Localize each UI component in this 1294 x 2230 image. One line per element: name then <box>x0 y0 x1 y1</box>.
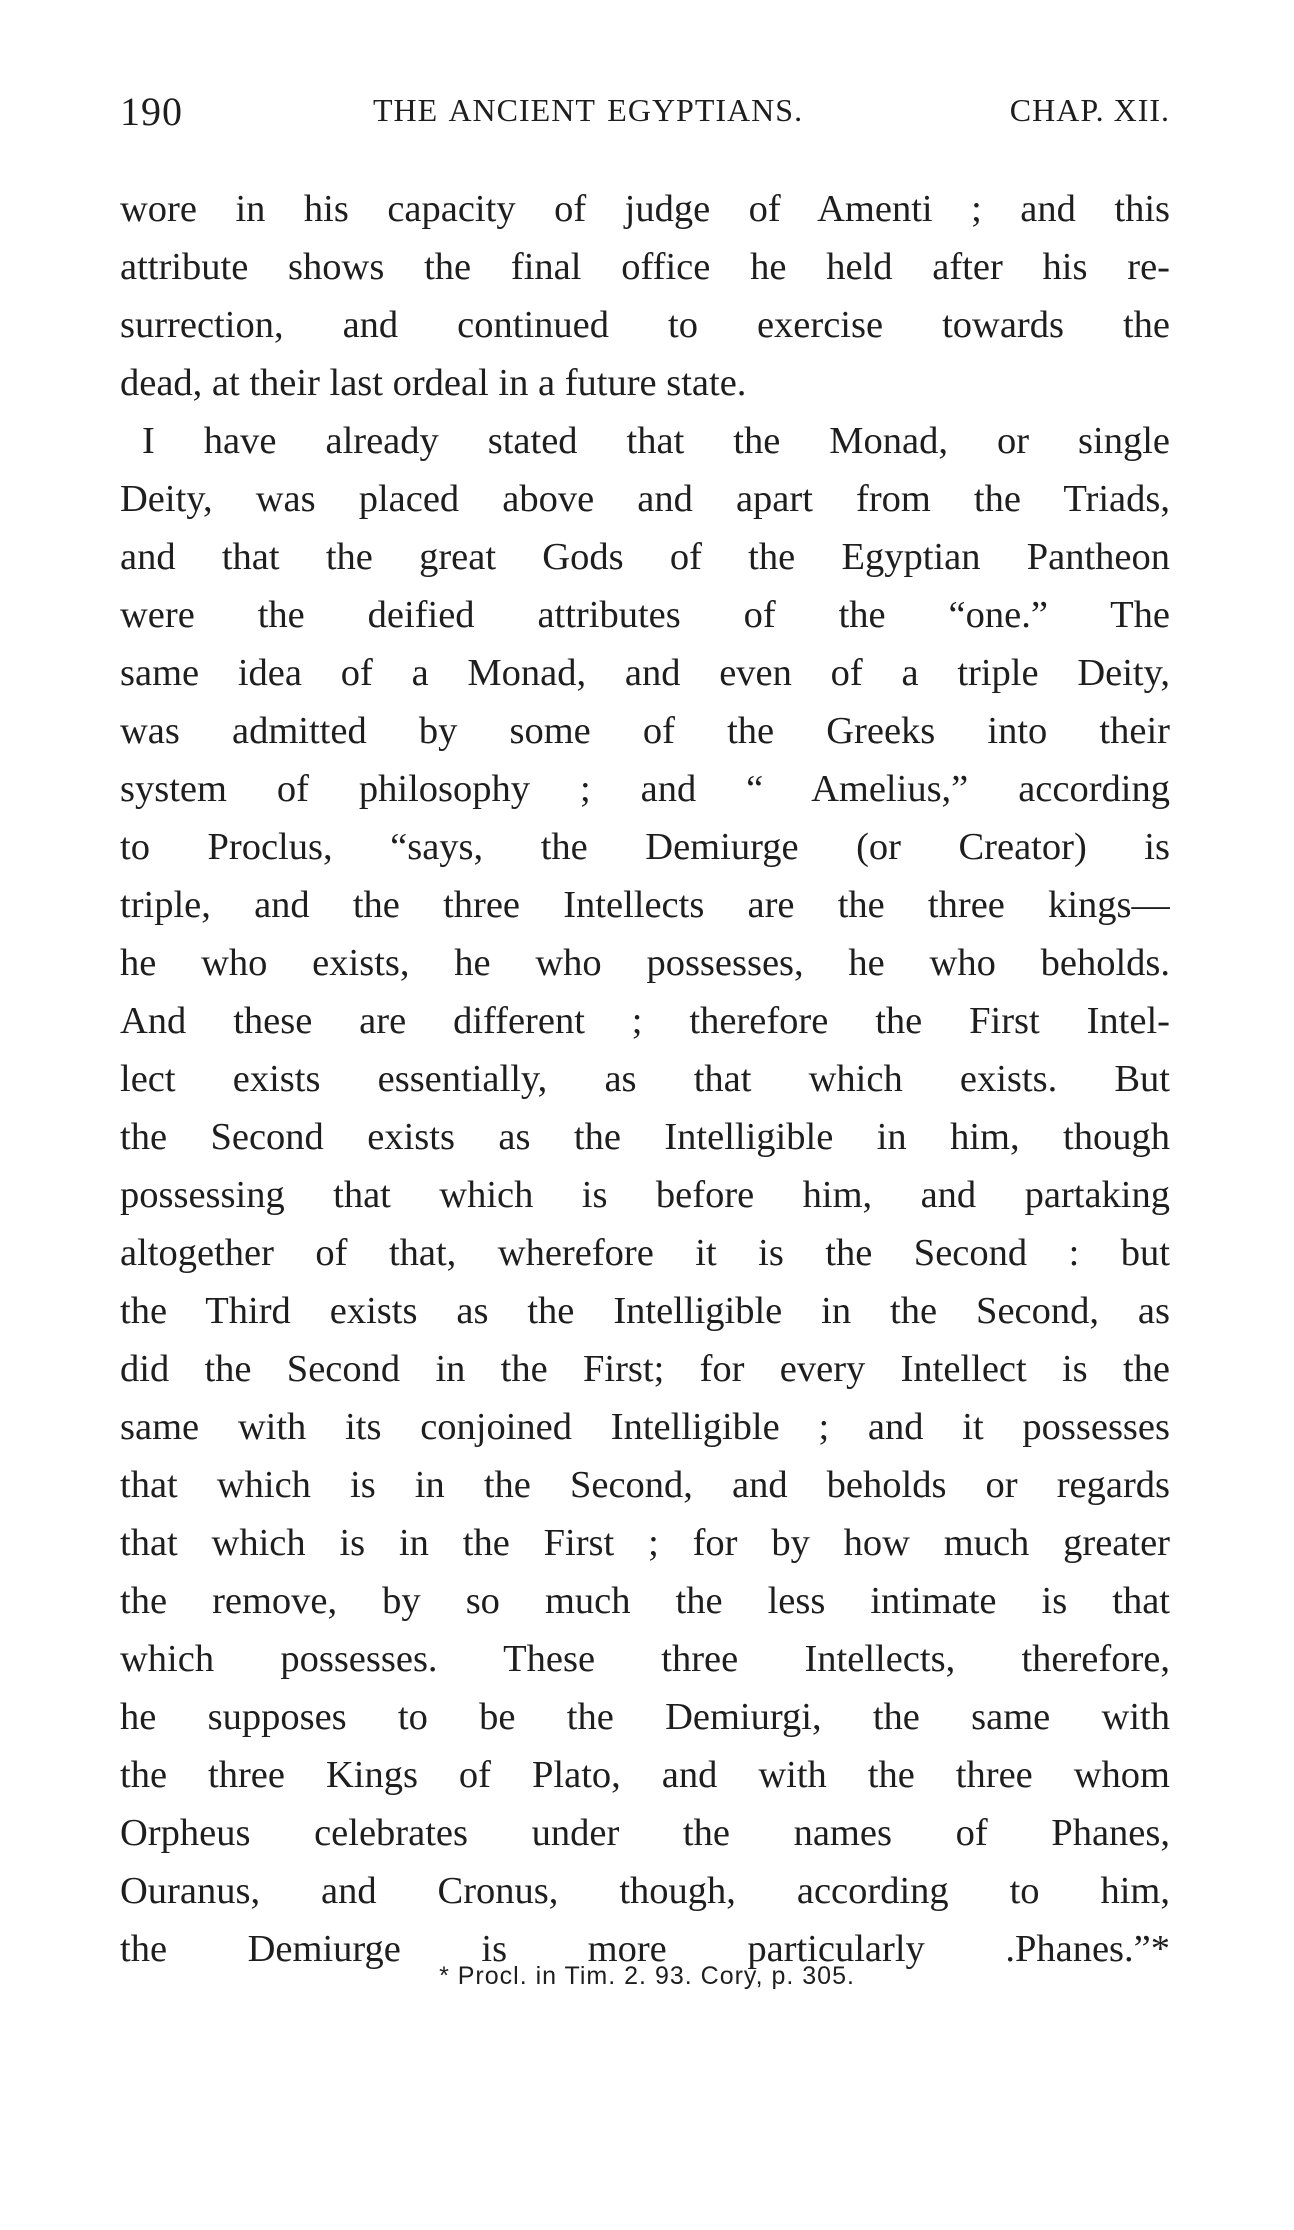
text-line: wore in his capacity of judge of Amenti ; and this <box>120 188 1170 230</box>
text-line: that which is in the First ; for by how much greater <box>120 1522 1170 1564</box>
text-line: Ouranus, and Cronus, though, according to him, <box>120 1870 1170 1912</box>
text-line: the Third exists as the Intelligible in the Second, as <box>120 1290 1170 1332</box>
text-line: did the Second in the First; for every Intellect is the <box>120 1348 1170 1390</box>
text-line: triple, and the three Intellects are the three kings— <box>120 884 1170 926</box>
text-line: that which is in the Second, and beholds or regards <box>120 1464 1170 1506</box>
running-head <box>120 88 1170 138</box>
text-line: lect exists essentially, as that which exists. But <box>120 1058 1170 1100</box>
text-line: the Second exists as the Intelligible in him, though <box>120 1116 1170 1158</box>
text-line: and that the great Gods of the Egyptian Pantheon <box>120 536 1170 578</box>
text-line: same idea of a Monad, and even of a triple Deity, <box>120 652 1170 694</box>
text-line: And these are different ; therefore the First Intel- <box>120 1000 1170 1042</box>
text-line: he who exists, he who possesses, he who beholds. <box>120 942 1170 984</box>
text-line: altogether of that, wherefore it is the Second : but <box>120 1232 1170 1274</box>
text-line: I have already stated that the Monad, or single <box>142 420 1170 462</box>
footnote: * Procl. in Tim. 2. 93. Cory, p. 305. <box>439 1962 855 1990</box>
running-chapter: CHAP. XII. <box>1009 92 1170 128</box>
body-text <box>120 180 1170 1978</box>
text-line: the remove, by so much the less intimate is that <box>120 1580 1170 1622</box>
page-number: 190 <box>120 89 183 134</box>
text-line: were the deified attributes of the “one.” The <box>120 594 1170 636</box>
text-line: the three Kings of Plato, and with the three whom <box>120 1754 1170 1796</box>
text-line: surrection, and continued to exercise towards the <box>120 304 1170 346</box>
text-line: the Demiurge is more particularly .Phanes.”* <box>120 1928 1170 1970</box>
text-line: Deity, was placed above and apart from the Triads, <box>120 478 1170 520</box>
text-line: which possesses. These three Intellects, therefore, <box>120 1638 1170 1680</box>
text-line: Orpheus celebrates under the names of Phanes, <box>120 1812 1170 1854</box>
text-line: system of philosophy ; and “ Amelius,” according <box>120 768 1170 810</box>
running-title: THE ANCIENT EGYPTIANS. <box>373 92 804 128</box>
text-line: was admitted by some of the Greeks into their <box>120 710 1170 752</box>
text-line: dead, at their last ordeal in a future state. <box>120 362 747 404</box>
text-line: attribute shows the final office he held after his re- <box>120 246 1170 288</box>
text-line: to Proclus, “says, the Demiurge (or Creator) is <box>120 826 1170 868</box>
text-line: he supposes to be the Demiurgi, the same with <box>120 1696 1170 1738</box>
text-line: same with its conjoined Intelligible ; and it possesses <box>120 1406 1170 1448</box>
text-line: possessing that which is before him, and partaking <box>120 1174 1170 1216</box>
